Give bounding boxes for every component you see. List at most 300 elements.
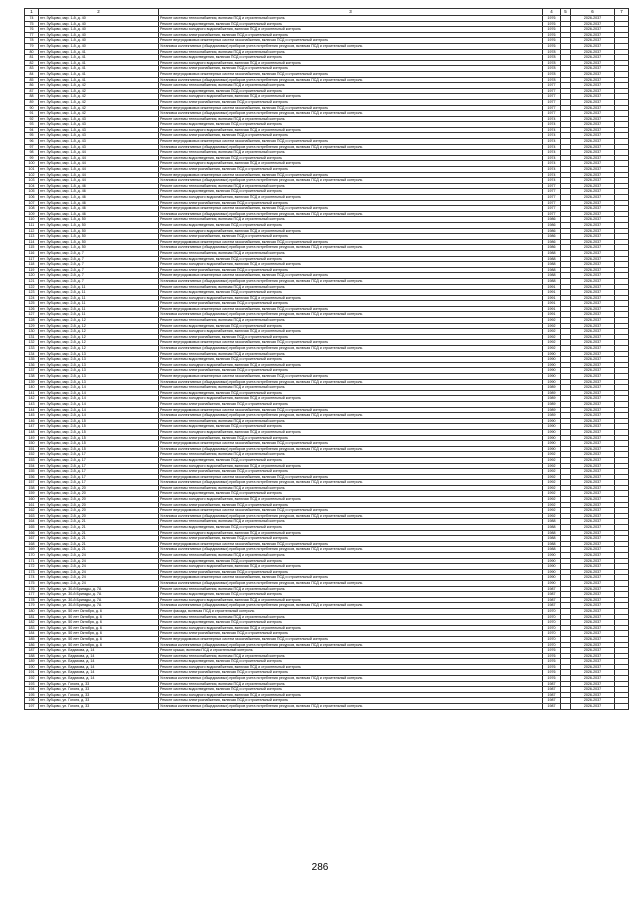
period-cell: 2026-2037 [571, 676, 615, 682]
address-cell: пгт. Зубцово, мкр. 1-й, д. 40 [39, 21, 159, 27]
work-type-cell: Ремонт системы электроснабжения, включая ПСД и строительный контроль [159, 32, 543, 38]
address-cell: пгт. Зубцово, мкр. 2-й, д. 7 [39, 262, 159, 268]
period-cell: 2026-2037 [571, 642, 615, 648]
period-cell: 2026-2037 [571, 99, 615, 105]
address-cell: пгт. Зубцово, ул. Бедахова, д. 14 [39, 664, 159, 670]
period-cell: 2026-2037 [571, 575, 615, 581]
period-cell: 2026-2037 [571, 530, 615, 536]
year-cell: 1974 [543, 150, 561, 156]
year-cell: 1986 [543, 234, 561, 240]
period-cell: 2026-2037 [571, 262, 615, 268]
row-number: 110 [25, 217, 39, 223]
period-cell: 2026-2037 [571, 267, 615, 273]
row-number: 160 [25, 497, 39, 503]
year-cell: 1992 [543, 463, 561, 469]
period-cell: 2026-2037 [571, 452, 615, 458]
period-cell: 2026-2037 [571, 608, 615, 614]
row-number: 80 [25, 49, 39, 55]
period-cell: 2026-2037 [571, 150, 615, 156]
period-cell: 2026-2037 [571, 519, 615, 525]
work-type-cell: Ремонт внутридомовых инженерных систем газоснабжения, включая ПСД и строительный контроль [159, 508, 543, 514]
year-cell: 1986 [543, 222, 561, 228]
year-cell: 1978 [543, 71, 561, 77]
work-type-cell: Ремонт системы холодного водоснабжения, включая ПСД и строительный контроль [159, 228, 543, 234]
row-number: 105 [25, 189, 39, 195]
period-cell: 2026-2037 [571, 536, 615, 542]
year-cell: 1991 [543, 284, 561, 290]
row-number: 163 [25, 513, 39, 519]
year-cell: 1988 [543, 256, 561, 262]
period-cell: 2026-2037 [571, 457, 615, 463]
year-cell: 1992 [543, 334, 561, 340]
row-number: 186 [25, 642, 39, 648]
period-cell: 2026-2037 [571, 206, 615, 212]
period-cell: 2026-2037 [571, 401, 615, 407]
year-cell: 1987 [543, 597, 561, 603]
work-type-cell: Ремонт системы теплоснабжения, включая ПСД и строительный контроль [159, 653, 543, 659]
address-cell: пгт. Зубцово, мкр. 1-й, д. 43 [39, 116, 159, 122]
address-cell: пгт. Зубцово, мкр. 2-й, д. 15 [39, 441, 159, 447]
work-type-cell: Ремонт системы водоотведения, включая ПСД и строительный контроль [159, 256, 543, 262]
period-cell: 2026-2037 [571, 418, 615, 424]
period-cell: 2026-2037 [571, 167, 615, 173]
period-cell: 2026-2037 [571, 413, 615, 419]
row-number: 189 [25, 659, 39, 665]
row-number: 76 [25, 27, 39, 33]
year-cell: 1990 [543, 446, 561, 452]
period-cell: 2026-2037 [571, 553, 615, 559]
address-cell: пгт. Зубцово, мкр. 2-й, д. 12 [39, 340, 159, 346]
address-cell: пгт. Зубцово, мкр. 1-й, д. 44 [39, 161, 159, 167]
row-number: 174 [25, 575, 39, 581]
period-cell: 2026-2037 [571, 256, 615, 262]
row-number: 112 [25, 228, 39, 234]
period-cell: 2026-2037 [571, 111, 615, 117]
row-number: 90 [25, 105, 39, 111]
address-cell: пгт. Зубцово, ул. Гоголя, д. 33 [39, 687, 159, 693]
work-type-cell: Ремонт системы теплоснабжения, включая ПСД и строительный контроль [159, 150, 543, 156]
row-number: 147 [25, 424, 39, 430]
row-number: 170 [25, 553, 39, 559]
row-number: 177 [25, 592, 39, 598]
row-number: 188 [25, 653, 39, 659]
address-cell: пгт. Зубцово, мкр. 1-й, д. 40 [39, 43, 159, 49]
row-number: 138 [25, 374, 39, 380]
address-cell: пгт. Зубцово, мкр. 2-й, д. 17 [39, 474, 159, 480]
work-type-cell: Ремонт системы электроснабжения, включая ПСД и строительный контроль [159, 569, 543, 575]
row-number: 88 [25, 94, 39, 100]
work-type-cell: Ремонт системы теплоснабжения, включая ПСД и строительный контроль [159, 250, 543, 256]
row-number: 91 [25, 111, 39, 117]
year-cell: 1976 [543, 664, 561, 670]
address-cell: пгт. Зубцово, ул. Бедахова, д. 14 [39, 676, 159, 682]
period-cell: 2026-2037 [571, 480, 615, 486]
year-cell: 1987 [543, 687, 561, 693]
address-cell: пгт. Зубцово, мкр. 1-й, д. 50 [39, 222, 159, 228]
work-type-cell: Ремонт системы электроснабжения, включая ПСД и строительный контроль [159, 334, 543, 340]
row-number: 104 [25, 183, 39, 189]
year-cell: 1991 [543, 295, 561, 301]
year-cell: 1974 [543, 133, 561, 139]
period-cell: 2026-2037 [571, 21, 615, 27]
year-cell: 1988 [543, 541, 561, 547]
period-cell: 2026-2037 [571, 178, 615, 184]
address-cell: пгт. Зубцово, мкр. 2-й, д. 11 [39, 284, 159, 290]
period-cell: 2026-2037 [571, 239, 615, 245]
work-type-cell: Ремонт системы холодного водоснабжения, включая ПСД и строительный контроль [159, 530, 543, 536]
work-type-cell: Ремонт системы холодного водоснабжения, включая ПСД и строительный контроль [159, 60, 543, 66]
period-cell: 2026-2037 [571, 284, 615, 290]
address-cell: пгт. Зубцово, ул. 30-й Бригады, д. 7А [39, 603, 159, 609]
year-cell: 1974 [543, 122, 561, 128]
work-type-cell: Ремонт системы электроснабжения, включая ПСД и строительный контроль [159, 99, 543, 105]
period-cell: 2026-2037 [571, 513, 615, 519]
address-cell: пгт. Зубцово, мкр. 2-й, д. 7 [39, 273, 159, 279]
period-cell: 2026-2037 [571, 211, 615, 217]
address-cell: пгт. Зубцово, мкр. 2-й, д. 21 [39, 530, 159, 536]
work-type-cell: Ремонт системы холодного водоснабжения, включая ПСД и строительный контроль [159, 429, 543, 435]
year-cell: 1987 [543, 698, 561, 704]
period-cell: 2026-2037 [571, 692, 615, 698]
work-type-cell: Ремонт системы теплоснабжения, включая ПСД и строительный контроль [159, 16, 543, 22]
period-cell: 2026-2037 [571, 407, 615, 413]
row-number: 169 [25, 547, 39, 553]
year-cell: 1992 [543, 318, 561, 324]
work-type-cell: Установка коллективных (общедомовых) приборов учета потребления ресурсов, включая ПСД и строительный контроль [159, 513, 543, 519]
period-cell: 2026-2037 [571, 189, 615, 195]
address-cell: пгт. Зубцово, мкр. 2-й, д. 13 [39, 368, 159, 374]
address-cell: пгт. Зубцово, мкр. 1-й, д. 40 [39, 16, 159, 22]
year-cell: 1974 [543, 167, 561, 173]
work-type-cell: Ремонт системы электроснабжения, включая ПСД и строительный контроль [159, 536, 543, 542]
period-cell: 2026-2037 [571, 385, 615, 391]
work-type-cell: Ремонт системы водоотведения, включая ПСД и строительный контроль [159, 189, 543, 195]
work-type-cell: Ремонт системы теплоснабжения, включая ПСД и строительный контроль [159, 116, 543, 122]
work-type-cell: Ремонт системы водоотведения, включая ПСД и строительный контроль [159, 323, 543, 329]
row-number: 150 [25, 441, 39, 447]
row-number: 168 [25, 541, 39, 547]
row-number: 115 [25, 245, 39, 251]
row-number: 158 [25, 485, 39, 491]
row-number: 195 [25, 692, 39, 698]
period-cell: 2026-2037 [571, 290, 615, 296]
row-number: 178 [25, 597, 39, 603]
year-cell: 1974 [543, 161, 561, 167]
work-type-cell: Ремонт системы холодного водоснабжения, включая ПСД и строительный контроль [159, 564, 543, 570]
row-number: 75 [25, 21, 39, 27]
address-cell: пгт. Зубцово, мкр. 2-й, д. 24 [39, 575, 159, 581]
work-type-cell: Ремонт системы электроснабжения, включая ПСД и строительный контроль [159, 368, 543, 374]
work-type-cell: Ремонт системы теплоснабжения, включая ПСД и строительный контроль [159, 485, 543, 491]
work-type-cell: Ремонт системы холодного водоснабжения, включая ПСД и строительный контроль [159, 497, 543, 503]
row-number: 103 [25, 178, 39, 184]
work-type-cell: Ремонт системы электроснабжения, включая ПСД и строительный контроль [159, 401, 543, 407]
address-cell: пгт. Зубцово, мкр. 2-й, д. 17 [39, 463, 159, 469]
period-cell: 2026-2037 [571, 429, 615, 435]
address-cell: пгт. Зубцово, мкр. 1-й, д. 42 [39, 111, 159, 117]
row-number: 162 [25, 508, 39, 514]
year-cell: 1974 [543, 116, 561, 122]
period-cell: 2026-2037 [571, 346, 615, 352]
address-cell: пгт. Зубцово, мкр. 1-й, д. 44 [39, 167, 159, 173]
year-cell: 1970 [543, 636, 561, 642]
column-header: 7 [615, 9, 629, 16]
work-type-cell: Ремонт системы теплоснабжения, включая ПСД и строительный контроль [159, 351, 543, 357]
row-number: 145 [25, 413, 39, 419]
row-number: 78 [25, 38, 39, 44]
work-type-cell: Ремонт крыши, включая ПСД и строительный контроль [159, 648, 543, 654]
column-header: 4 [543, 9, 561, 16]
work-type-cell: Ремонт системы теплоснабжения, включая ПСД и строительный контроль [159, 553, 543, 559]
row-number: 133 [25, 346, 39, 352]
address-cell: пгт. Зубцово, мкр. 1-й, д. 50 [39, 217, 159, 223]
work-type-cell: Ремонт внутридомовых инженерных систем газоснабжения, включая ПСД и строительный контроль [159, 71, 543, 77]
address-cell: пгт. Зубцово, мкр. 2-й, д. 21 [39, 525, 159, 531]
row-number: 81 [25, 55, 39, 61]
period-cell: 2026-2037 [571, 38, 615, 44]
period-cell: 2026-2037 [571, 659, 615, 665]
address-cell: пгт. Зубцово, мкр. 2-й, д. 11 [39, 306, 159, 312]
period-cell: 2026-2037 [571, 49, 615, 55]
work-type-cell: Ремонт внутридомовых инженерных систем газоснабжения, включая ПСД и строительный контроль [159, 273, 543, 279]
row-number: 136 [25, 362, 39, 368]
row-number: 122 [25, 284, 39, 290]
address-cell: пгт. Зубцово, мкр. 2-й, д. 12 [39, 323, 159, 329]
row-number: 93 [25, 122, 39, 128]
work-type-cell: Ремонт системы водоотведения, включая ПСД и строительный контроль [159, 21, 543, 27]
work-type-cell: Установка коллективных (общедомовых) приборов учета потребления ресурсов, включая ПСД и строительный контроль [159, 547, 543, 553]
year-cell: 1987 [543, 603, 561, 609]
work-type-cell: Ремонт системы электроснабжения, включая ПСД и строительный контроль [159, 234, 543, 240]
address-cell: пгт. Зубцово, мкр. 1-й, д. 44 [39, 150, 159, 156]
year-cell: 1977 [543, 105, 561, 111]
address-cell: пгт. Зубцово, ул. Бедахова, д. 14 [39, 670, 159, 676]
row-number: 99 [25, 155, 39, 161]
work-type-cell: Ремонт внутридомовых инженерных систем газоснабжения, включая ПСД и строительный контроль [159, 636, 543, 642]
address-cell: пгт. Зубцово, мкр. 1-й, д. 43 [39, 133, 159, 139]
year-cell: 1988 [543, 250, 561, 256]
work-type-cell: Ремонт системы теплоснабжения, включая ПСД и строительный контроль [159, 614, 543, 620]
row-number: 183 [25, 625, 39, 631]
work-type-cell: Ремонт системы холодного водоснабжения, включая ПСД и строительный контроль [159, 463, 543, 469]
year-cell: 1992 [543, 469, 561, 475]
work-type-cell: Ремонт системы водоотведения, включая ПСД и строительный контроль [159, 122, 543, 128]
period-cell: 2026-2037 [571, 558, 615, 564]
address-cell: пгт. Зубцово, мкр. 1-й, д. 42 [39, 83, 159, 89]
period-cell: 2026-2037 [571, 351, 615, 357]
address-cell: пгт. Зубцово, мкр. 1-й, д. 41 [39, 66, 159, 72]
period-cell: 2026-2037 [571, 27, 615, 33]
row-number: 83 [25, 66, 39, 72]
address-cell: пгт. Зубцово, ул. 30-й Бригады, д. 7А [39, 597, 159, 603]
year-cell: 1989 [543, 413, 561, 419]
year-cell: 1988 [543, 519, 561, 525]
address-cell: пгт. Зубцово, мкр. 1-й, д. 41 [39, 60, 159, 66]
address-cell: пгт. Зубцово, мкр. 1-й, д. 40 [39, 32, 159, 38]
work-type-cell: Установка коллективных (общедомовых) приборов учета потребления ресурсов, включая ПСД и строительный контроль [159, 43, 543, 49]
work-type-cell: Ремонт системы водоотведения, включая ПСД и строительный контроль [159, 525, 543, 531]
year-cell: 1977 [543, 94, 561, 100]
address-cell: пгт. Зубцово, ул. 50 лет Октября, д. 6 [39, 625, 159, 631]
address-cell: пгт. Зубцово, ул. 30-й Бригады, д. 7А [39, 586, 159, 592]
address-cell: пгт. Зубцово, мкр. 2-й, д. 21 [39, 519, 159, 525]
work-type-cell: Ремонт системы холодного водоснабжения, включая ПСД и строительный контроль [159, 262, 543, 268]
year-cell: 1992 [543, 457, 561, 463]
year-cell: 1976 [543, 21, 561, 27]
work-type-cell: Ремонт системы электроснабжения, включая ПСД и строительный контроль [159, 267, 543, 273]
period-cell: 2026-2037 [571, 664, 615, 670]
year-cell: 1978 [543, 66, 561, 72]
row-number: 192 [25, 676, 39, 682]
row-number: 142 [25, 396, 39, 402]
work-type-cell: Ремонт системы холодного водоснабжения, включая ПСД и строительный контроль [159, 295, 543, 301]
column-header: 3 [159, 9, 543, 16]
row-number: 135 [25, 357, 39, 363]
year-cell: 1970 [543, 631, 561, 637]
row-number: 132 [25, 340, 39, 346]
year-cell: 1992 [543, 491, 561, 497]
work-type-cell: Ремонт системы холодного водоснабжения, включая ПСД и строительный контроль [159, 329, 543, 335]
work-type-cell: Ремонт внутридомовых инженерных систем газоснабжения, включая ПСД и строительный контроль [159, 474, 543, 480]
year-cell: 1990 [543, 362, 561, 368]
address-cell: пгт. Зубцово, мкр. 2-й, д. 20 [39, 491, 159, 497]
period-cell: 2026-2037 [571, 620, 615, 626]
row-number: 190 [25, 664, 39, 670]
year-cell: 1977 [543, 83, 561, 89]
period-cell: 2026-2037 [571, 525, 615, 531]
work-type-cell: Установка коллективных (общедомовых) приборов учета потребления ресурсов, включая ПСД и строительный контроль [159, 480, 543, 486]
address-cell: пгт. Зубцово, мкр. 2-й, д. 17 [39, 457, 159, 463]
period-cell: 2026-2037 [571, 94, 615, 100]
address-cell: пгт. Зубцово, мкр. 1-й, д. 42 [39, 94, 159, 100]
row-number: 156 [25, 474, 39, 480]
year-cell: 1986 [543, 239, 561, 245]
row-number: 176 [25, 586, 39, 592]
row-number: 94 [25, 127, 39, 133]
table-body [25, 16, 629, 710]
year-cell: 1978 [543, 77, 561, 83]
row-number: 108 [25, 206, 39, 212]
period-cell: 2026-2037 [571, 374, 615, 380]
work-type-cell: Ремонт системы холодного водоснабжения, включая ПСД и строительный контроль [159, 692, 543, 698]
repair-plan-table [24, 8, 629, 710]
year-cell: 1990 [543, 357, 561, 363]
year-cell: 1990 [543, 569, 561, 575]
period-cell: 2026-2037 [571, 340, 615, 346]
period-cell: 2026-2037 [571, 474, 615, 480]
row-number: 193 [25, 681, 39, 687]
row-number: 161 [25, 502, 39, 508]
row-number: 154 [25, 463, 39, 469]
period-cell: 2026-2037 [571, 491, 615, 497]
address-cell: пгт. Зубцово, мкр. 2-й, д. 11 [39, 312, 159, 318]
address-cell: пгт. Зубцово, мкр. 2-й, д. 13 [39, 379, 159, 385]
row-number: 102 [25, 172, 39, 178]
address-cell: пгт. Зубцово, ул. Бедахова, д. 14 [39, 653, 159, 659]
work-type-cell: Ремонт системы теплоснабжения, включая ПСД и строительный контроль [159, 385, 543, 391]
period-cell: 2026-2037 [571, 183, 615, 189]
row-number: 129 [25, 323, 39, 329]
work-type-cell: Ремонт системы холодного водоснабжения, включая ПСД и строительный контроль [159, 94, 543, 100]
year-cell: 1990 [543, 564, 561, 570]
year-cell: 1970 [543, 620, 561, 626]
period-cell: 2026-2037 [571, 390, 615, 396]
row-number: 143 [25, 401, 39, 407]
work-type-cell: Ремонт системы электроснабжения, включая ПСД и строительный контроль [159, 469, 543, 475]
year-cell: 1989 [543, 401, 561, 407]
year-cell: 1990 [543, 580, 561, 586]
row-number: 96 [25, 139, 39, 145]
row-number: 85 [25, 77, 39, 83]
row-number: 95 [25, 133, 39, 139]
row-number: 182 [25, 620, 39, 626]
address-cell: пгт. Зубцово, мкр. 2-й, д. 13 [39, 357, 159, 363]
work-type-cell: Ремонт системы электроснабжения, включая ПСД и строительный контроль [159, 167, 543, 173]
row-number: 197 [25, 704, 39, 710]
row-number: 194 [25, 687, 39, 693]
row-number: 109 [25, 211, 39, 217]
work-type-cell: Ремонт системы теплоснабжения, включая ПСД и строительный контроль [159, 284, 543, 290]
period-cell: 2026-2037 [571, 564, 615, 570]
work-type-cell: Ремонт системы водоотведения, включая ПСД и строительный контроль [159, 558, 543, 564]
work-type-cell: Ремонт системы электроснабжения, включая ПСД и строительный контроль [159, 631, 543, 637]
work-type-cell: Ремонт системы водоотведения, включая ПСД и строительный контроль [159, 390, 543, 396]
period-cell: 2026-2037 [571, 508, 615, 514]
row-number: 191 [25, 670, 39, 676]
period-cell: 2026-2037 [571, 77, 615, 83]
period-cell: 2026-2037 [571, 127, 615, 133]
row-number: 151 [25, 446, 39, 452]
work-type-cell: Установка коллективных (общедомовых) приборов учета потребления ресурсов, включая ПСД и строительный контроль [159, 603, 543, 609]
period-cell: 2026-2037 [571, 32, 615, 38]
row-number: 118 [25, 262, 39, 268]
address-cell: пгт. Зубцово, мкр. 2-й, д. 15 [39, 418, 159, 424]
address-cell: пгт. Зубцово, ул. Гоголя, д. 33 [39, 681, 159, 687]
address-cell: пгт. Зубцово, мкр. 2-й, д. 7 [39, 250, 159, 256]
row-number: 74 [25, 16, 39, 22]
period-cell: 2026-2037 [571, 379, 615, 385]
work-type-cell: Установка коллективных (общедомовых) приборов учета потребления ресурсов, включая ПСД и строительный контроль [159, 446, 543, 452]
period-cell: 2026-2037 [571, 301, 615, 307]
row-number: 131 [25, 334, 39, 340]
row-number: 164 [25, 519, 39, 525]
address-cell: пгт. Зубцово, мкр. 2-й, д. 24 [39, 580, 159, 586]
period-cell: 2026-2037 [571, 318, 615, 324]
page-number: 286 [311, 862, 329, 873]
period-cell: 2026-2037 [571, 43, 615, 49]
work-type-cell: Ремонт внутридомовых инженерных систем газоснабжения, включая ПСД и строительный контроль [159, 239, 543, 245]
address-cell: пгт. Зубцово, мкр. 1-й, д. 46 [39, 195, 159, 201]
period-cell: 2026-2037 [571, 88, 615, 94]
year-cell: 1990 [543, 558, 561, 564]
period-cell: 2026-2037 [571, 122, 615, 128]
year-cell: 1974 [543, 127, 561, 133]
year-cell: 1977 [543, 211, 561, 217]
year-cell: 1974 [543, 155, 561, 161]
period-cell: 2026-2037 [571, 245, 615, 251]
year-cell: 1976 [543, 648, 561, 654]
row-number: 127 [25, 312, 39, 318]
work-type-cell: Установка коллективных (общедомовых) приборов учета потребления ресурсов, включая ПСД и строительный контроль [159, 580, 543, 586]
address-cell: пгт. Зубцово, ул. 50 лет Октября, д. 6 [39, 614, 159, 620]
work-type-cell: Ремонт внутридомовых инженерных систем газоснабжения, включая ПСД и строительный контроль [159, 541, 543, 547]
address-cell: пгт. Зубцово, мкр. 1-й, д. 42 [39, 88, 159, 94]
address-cell: пгт. Зубцово, мкр. 2-й, д. 11 [39, 301, 159, 307]
address-cell: пгт. Зубцово, мкр. 2-й, д. 15 [39, 446, 159, 452]
year-cell: 1978 [543, 55, 561, 61]
period-cell: 2026-2037 [571, 597, 615, 603]
period-cell: 2026-2037 [571, 592, 615, 598]
